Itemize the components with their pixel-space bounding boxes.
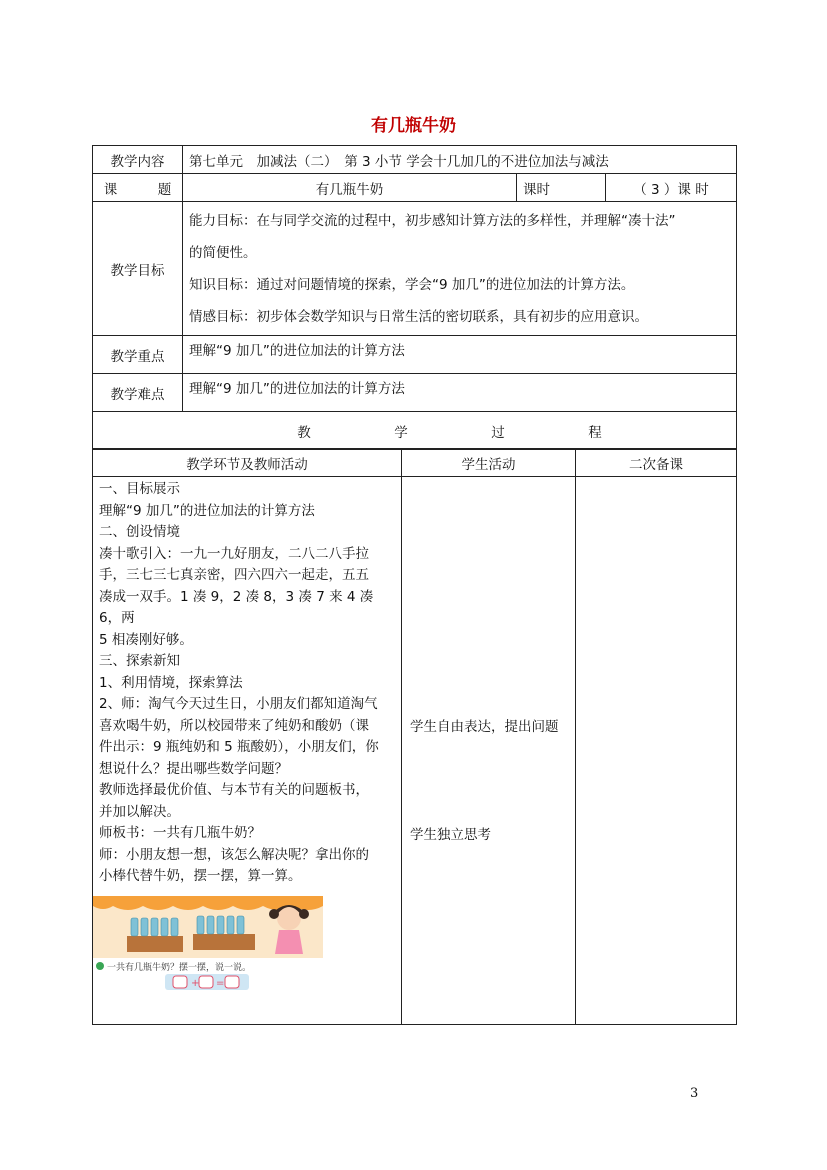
goal-line: 知识目标：通过对问题情境的探索，学会“9 加几”的进位加法的计算方法。 (189, 276, 635, 293)
difficulty-label: 教学难点 (93, 374, 183, 412)
second-prep-notes (576, 477, 737, 1025)
lesson-line: 一、目标展示 (99, 481, 180, 497)
lesson-line: 教师选择最优价值、与本节有关的问题板书， (99, 782, 369, 798)
teacher-activities (93, 477, 402, 1025)
lesson-line: 凑十歌引入：一九一九好朋友，二八二八手拉 (99, 545, 369, 562)
lesson-line: 件出示：9 瓶纯奶和 5 瓶酸奶），小朋友们，你 (99, 739, 379, 755)
lesson-line: 小棒代替牛奶，摆一摆，算一算。 (99, 868, 302, 884)
process-char: 程 (588, 424, 602, 441)
process-char: 过 (491, 424, 505, 441)
crate-left (127, 918, 183, 952)
lesson-line: 喜欢喝牛奶，所以校园带来了纯奶和酸奶（课 (99, 717, 369, 734)
goal-line: 情感目标：初步体会数学知识与日常生活的密切联系，具有初步的应用意识。 (189, 308, 648, 325)
goals-list (183, 202, 737, 336)
content-label: 教学内容 (93, 146, 183, 174)
svg-text:+: + (191, 977, 200, 989)
column-teacher: 教学环节及教师活动 (93, 449, 402, 477)
focus-label: 教学重点 (93, 336, 183, 374)
focus-value: 理解“9 加几”的进位加法的计算方法 (183, 336, 737, 374)
lesson-line: 师：小朋友想一想，该怎么解决呢？拿出你的 (99, 846, 369, 863)
milk-bottles-illustration (93, 896, 323, 991)
process-char: 教 (297, 424, 311, 441)
column-student: 学生活动 (402, 449, 576, 477)
lesson-line: 1、利用情境，探索算法 (99, 674, 243, 691)
lesson-line: 并加以解决。 (99, 803, 180, 820)
svg-text:=: = (216, 977, 225, 989)
lesson-info-table (92, 145, 737, 450)
goal-line: 能力目标：在与同学交流的过程中，初步感知计算方法的多样性，并理解“凑十法” (189, 212, 676, 229)
topic-label: 课 题 (93, 174, 183, 202)
topic-value: 有几瓶牛奶 (183, 174, 517, 202)
period-label: 课时 (517, 174, 606, 202)
goals-label: 教学目标 (93, 202, 183, 336)
milk-crates-picture (93, 896, 323, 991)
lesson-line: 师板书：一共有几瓶牛奶？ (99, 825, 261, 841)
lesson-process-table (92, 448, 737, 1025)
column-notes: 二次备课 (576, 449, 737, 477)
student-activity: 学生独立思考 (410, 827, 491, 843)
process-char: 学 (394, 424, 408, 441)
lesson-line: 想说什么？提出哪些数学问题？ (99, 760, 288, 777)
lesson-line: 手，三七三七真亲密，四六四六一起走，五五 (99, 567, 369, 583)
lesson-line: 三、探索新知 (99, 653, 180, 669)
goal-line: 的简便性。 (189, 244, 257, 261)
page-number: 3 (690, 1086, 699, 1101)
student-activities (402, 477, 576, 1025)
student-activity: 学生自由表达，提出问题 (410, 719, 559, 735)
picture-caption: 一共有几瓶牛奶？摆一摆，说一说。 (107, 962, 252, 973)
content-value: 第七单元 加减法（二） 第 3 小节 学会十几加几的不进位加法与减法 (183, 146, 737, 174)
lesson-line: 二、创设情境 (99, 524, 180, 540)
lesson-line: 凑成一双手。1 凑 9，2 凑 8，3 凑 7 来 4 凑 6，两 (99, 588, 374, 626)
lesson-line: 2、师：淘气今天过生日，小朋友们都知道淘气 (99, 696, 378, 712)
document-title: 有几瓶牛奶 (371, 116, 456, 136)
lesson-line: 理解“9 加几”的进位加法的计算方法 (99, 502, 315, 519)
process-heading (93, 412, 737, 450)
difficulty-value: 理解“9 加几”的进位加法的计算方法 (183, 374, 737, 412)
period-value: （ 3 ）课 时 (606, 174, 737, 202)
lesson-line: 5 相凑刚好够。 (99, 631, 193, 648)
